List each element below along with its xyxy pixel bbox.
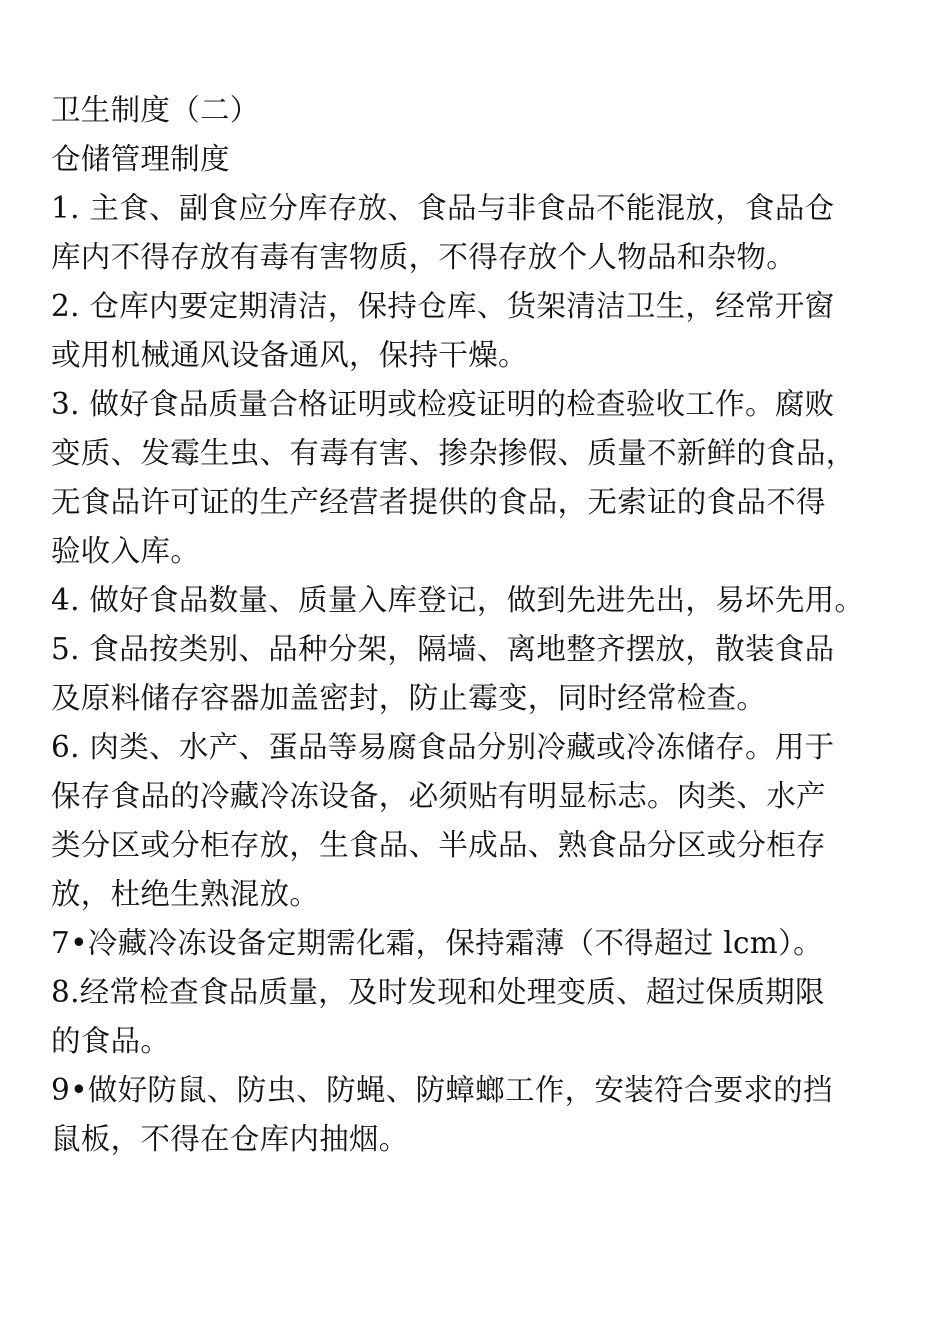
rule-line: 放，杜绝生熟混放。 xyxy=(51,877,320,911)
rule-item-9 xyxy=(51,1066,903,1164)
document-page xyxy=(51,86,903,1164)
rule-item-4 xyxy=(51,576,903,625)
rule-line: 9•做好防鼠、防虫、防蝇、防蟑螂工作，安装符合要求的挡 xyxy=(51,1073,833,1107)
rule-item-3 xyxy=(51,380,903,576)
rule-line: 4. 做好食品数量、质量入库登记，做到先进先出，易坏先用。 xyxy=(51,583,865,617)
rule-line: 保存食品的冷藏冷冻设备，必须贴有明显标志。肉类、水产 xyxy=(51,779,826,813)
rule-line: 6. 肉类、水产、蛋品等易腐食品分别冷藏或冷冻储存。用于 xyxy=(51,730,835,764)
rule-line: 1. 主食、副食应分库存放、食品与非食品不能混放，食品仓 xyxy=(51,191,835,225)
rule-item-1 xyxy=(51,184,903,282)
rule-line: 鼠板，不得在仓库内抽烟。 xyxy=(51,1122,409,1156)
rule-line: 的食品。 xyxy=(51,1024,171,1058)
document-heading: 卫生制度（二） xyxy=(51,93,260,127)
rule-item-2 xyxy=(51,282,903,380)
rule-line: 库内不得存放有毒有害物质，不得存放个人物品和杂物。 xyxy=(51,240,797,274)
rule-line: 验收入库。 xyxy=(51,534,201,568)
rule-item-6 xyxy=(51,723,903,919)
rule-line: 2. 仓库内要定期清洁，保持仓库、货架清洁卫生，经常开窗 xyxy=(51,289,835,323)
rule-line: 8.经常检查食品质量，及时发现和处理变质、超过保质期限 xyxy=(51,975,825,1009)
rule-line: 无食品许可证的生产经营者提供的食品，无索证的食品不得 xyxy=(51,485,826,519)
rule-item-7 xyxy=(51,919,903,968)
rule-line: 7•冷藏冷冻设备定期需化霜，保持霜薄（不得超过 lcm）。 xyxy=(51,926,823,960)
document-subheading: 仓储管理制度 xyxy=(51,142,230,176)
rule-line: 3. 做好食品质量合格证明或检疫证明的检查验收工作。腐败 xyxy=(51,387,835,421)
rule-line: 及原料储存容器加盖密封，防止霉变，同时经常检查。 xyxy=(51,681,767,715)
rule-line: 变质、发霉生虫、有毒有害、掺杂掺假、质量不新鲜的食品， xyxy=(51,436,856,470)
rule-line: 或用机械通风设备通风，保持干燥。 xyxy=(51,338,528,372)
rule-item-5 xyxy=(51,625,903,723)
rule-item-8 xyxy=(51,968,903,1066)
rule-line: 类分区或分柜存放，生食品、半成品、熟食品分区或分柜存 xyxy=(51,828,826,862)
rule-line: 5. 食品按类别、品种分架，隔墙、离地整齐摆放，散装食品 xyxy=(51,632,835,666)
